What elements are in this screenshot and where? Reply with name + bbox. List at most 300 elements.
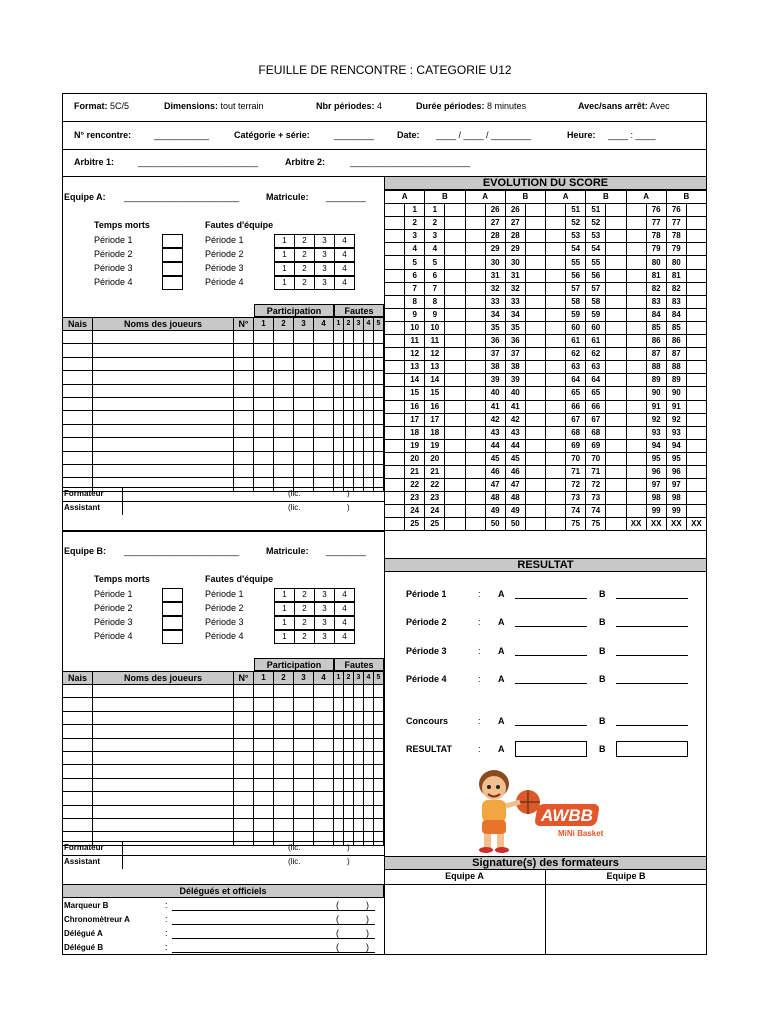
score-cell[interactable]: [626, 426, 646, 439]
score-cell[interactable]: [626, 413, 646, 426]
score-cell[interactable]: 79: [666, 243, 686, 256]
score-cell[interactable]: [606, 282, 626, 295]
team-a-cell[interactable]: [354, 411, 364, 424]
team-a-cell[interactable]: [344, 411, 354, 424]
score-cell[interactable]: 76: [666, 204, 686, 217]
score-cell[interactable]: [626, 361, 646, 374]
score-cell[interactable]: [525, 413, 545, 426]
team-b-assistant-input[interactable]: [122, 856, 282, 868]
team-b-cell[interactable]: [344, 792, 354, 805]
score-cell[interactable]: 68: [566, 426, 586, 439]
team-b-cell[interactable]: [334, 698, 344, 711]
team-b-cell[interactable]: [294, 805, 314, 818]
score-cell[interactable]: [525, 335, 545, 348]
score-cell[interactable]: [385, 217, 405, 230]
team-a-cell[interactable]: [254, 344, 274, 357]
score-cell[interactable]: [546, 204, 566, 217]
score-cell[interactable]: 66: [586, 400, 606, 413]
team-b-cell[interactable]: [344, 685, 354, 698]
score-cell[interactable]: 51: [586, 204, 606, 217]
team-a-cell[interactable]: [364, 384, 374, 397]
score-cell[interactable]: [546, 282, 566, 295]
team-b-cell[interactable]: [274, 818, 294, 831]
team-b-cell[interactable]: [344, 711, 354, 724]
score-cell[interactable]: [606, 204, 626, 217]
score-cell[interactable]: 74: [586, 505, 606, 518]
team-a-cell[interactable]: [334, 411, 344, 424]
score-cell[interactable]: [445, 465, 465, 478]
team-a-cell[interactable]: [354, 397, 364, 410]
score-cell[interactable]: [546, 400, 566, 413]
team-b-cell[interactable]: [234, 792, 254, 805]
score-cell[interactable]: 6: [405, 269, 425, 282]
score-cell[interactable]: 75: [566, 518, 586, 531]
score-cell[interactable]: 91: [666, 400, 686, 413]
score-cell[interactable]: 38: [505, 361, 525, 374]
team-b-cell[interactable]: [314, 751, 334, 764]
score-cell[interactable]: [525, 230, 545, 243]
team-a-cell[interactable]: [364, 424, 374, 437]
score-cell[interactable]: 70: [586, 452, 606, 465]
score-cell[interactable]: 31: [485, 269, 505, 282]
score-cell[interactable]: 61: [566, 335, 586, 348]
score-cell[interactable]: [445, 243, 465, 256]
score-cell[interactable]: 82: [646, 282, 666, 295]
team-b-cell[interactable]: [344, 698, 354, 711]
score-cell[interactable]: [686, 230, 706, 243]
team-a-cell[interactable]: [354, 371, 364, 384]
score-cell[interactable]: [626, 400, 646, 413]
team-a-cell[interactable]: [344, 371, 354, 384]
score-cell[interactable]: [465, 400, 485, 413]
score-cell[interactable]: 41: [485, 400, 505, 413]
score-cell[interactable]: [385, 426, 405, 439]
score-cell[interactable]: [626, 256, 646, 269]
score-cell[interactable]: 25: [425, 518, 445, 531]
team-a-cell[interactable]: [294, 411, 314, 424]
score-cell[interactable]: 22: [425, 479, 445, 492]
team-b-cell[interactable]: [364, 778, 374, 791]
team-a-cell[interactable]: [93, 357, 234, 370]
score-cell[interactable]: 16: [425, 400, 445, 413]
score-cell[interactable]: 7: [405, 282, 425, 295]
score-cell[interactable]: [465, 230, 485, 243]
team-a-cell[interactable]: [354, 478, 364, 491]
score-cell[interactable]: [525, 439, 545, 452]
team-b-cell[interactable]: [334, 725, 344, 738]
score-cell[interactable]: [465, 505, 485, 518]
team-a-cell[interactable]: [294, 371, 314, 384]
score-cell[interactable]: [686, 295, 706, 308]
team-a-faute-equipe-p1-2[interactable]: 2: [294, 234, 315, 248]
score-cell[interactable]: [686, 361, 706, 374]
score-cell[interactable]: [606, 217, 626, 230]
score-cell[interactable]: 39: [505, 374, 525, 387]
score-cell[interactable]: 97: [666, 479, 686, 492]
score-cell[interactable]: 20: [425, 452, 445, 465]
score-cell[interactable]: [546, 243, 566, 256]
score-cell[interactable]: [525, 505, 545, 518]
score-cell[interactable]: 36: [485, 335, 505, 348]
team-a-cell[interactable]: [234, 384, 254, 397]
score-cell[interactable]: 82: [666, 282, 686, 295]
team-a-cell[interactable]: [93, 424, 234, 437]
score-cell[interactable]: [445, 518, 465, 531]
team-a-cell[interactable]: [93, 411, 234, 424]
score-cell[interactable]: [686, 413, 706, 426]
team-b-cell[interactable]: [374, 698, 384, 711]
team-b-cell[interactable]: [334, 778, 344, 791]
team-a-cell[interactable]: [93, 464, 234, 477]
score-cell[interactable]: 57: [566, 282, 586, 295]
score-cell[interactable]: [546, 439, 566, 452]
score-cell[interactable]: [385, 492, 405, 505]
score-cell[interactable]: [606, 256, 626, 269]
team-a-faute-equipe-p1-1[interactable]: 1: [274, 234, 295, 248]
score-cell[interactable]: [606, 374, 626, 387]
score-cell[interactable]: 23: [425, 492, 445, 505]
team-b-cell[interactable]: [93, 725, 234, 738]
score-cell[interactable]: 27: [485, 217, 505, 230]
official-name-input-3[interactable]: [172, 938, 375, 939]
score-cell[interactable]: [606, 426, 626, 439]
score-cell[interactable]: 65: [566, 387, 586, 400]
score-cell[interactable]: [546, 492, 566, 505]
score-cell[interactable]: [445, 479, 465, 492]
team-a-cell[interactable]: [314, 331, 334, 344]
team-b-cell[interactable]: [354, 792, 364, 805]
team-b-cell[interactable]: [294, 792, 314, 805]
score-cell[interactable]: [385, 518, 405, 531]
score-cell[interactable]: [385, 282, 405, 295]
team-b-cell[interactable]: [314, 725, 334, 738]
team-b-cell[interactable]: [344, 805, 354, 818]
team-a-cell[interactable]: [334, 344, 344, 357]
score-cell[interactable]: 21: [425, 465, 445, 478]
team-a-cell[interactable]: [63, 357, 93, 370]
team-a-cell[interactable]: [344, 464, 354, 477]
score-cell[interactable]: 99: [666, 505, 686, 518]
team-a-cell[interactable]: [254, 384, 274, 397]
score-cell[interactable]: 22: [405, 479, 425, 492]
team-a-cell[interactable]: [354, 331, 364, 344]
team-a-cell[interactable]: [344, 438, 354, 451]
team-a-cell[interactable]: [93, 438, 234, 451]
team-b-faute-equipe-p2-1[interactable]: 1: [274, 602, 295, 616]
team-b-faute-equipe-p2-4[interactable]: 4: [334, 602, 355, 616]
score-cell[interactable]: 61: [586, 335, 606, 348]
team-a-cell[interactable]: [374, 331, 384, 344]
score-cell[interactable]: 63: [566, 361, 586, 374]
team-b-cell[interactable]: [364, 765, 374, 778]
team-b-cell[interactable]: [294, 751, 314, 764]
team-b-cell[interactable]: [344, 778, 354, 791]
score-cell[interactable]: [465, 426, 485, 439]
score-cell[interactable]: 31: [505, 269, 525, 282]
score-cell[interactable]: [525, 217, 545, 230]
score-cell[interactable]: [546, 361, 566, 374]
team-a-cell[interactable]: [334, 371, 344, 384]
score-cell[interactable]: 20: [405, 452, 425, 465]
team-a-faute-equipe-p3-1[interactable]: 1: [274, 262, 295, 276]
score-cell[interactable]: 47: [505, 479, 525, 492]
score-cell[interactable]: 76: [646, 204, 666, 217]
score-cell[interactable]: 88: [666, 361, 686, 374]
team-a-temps-mort-box-3[interactable]: [162, 262, 183, 276]
team-b-temps-mort-box-3[interactable]: [162, 616, 183, 630]
score-cell[interactable]: [525, 243, 545, 256]
team-b-cell[interactable]: [93, 685, 234, 698]
team-a-cell[interactable]: [294, 464, 314, 477]
score-cell[interactable]: 60: [586, 321, 606, 334]
score-cell[interactable]: 12: [405, 348, 425, 361]
score-cell[interactable]: 28: [505, 230, 525, 243]
score-cell[interactable]: 81: [646, 269, 666, 282]
score-cell[interactable]: [626, 374, 646, 387]
team-b-cell[interactable]: [374, 725, 384, 738]
team-a-cell[interactable]: [294, 424, 314, 437]
categorie-input[interactable]: ________: [334, 130, 375, 140]
team-b-temps-mort-box-2[interactable]: [162, 602, 183, 616]
team-b-cell[interactable]: [374, 711, 384, 724]
team-b-cell[interactable]: [314, 832, 334, 845]
score-cell[interactable]: 51: [566, 204, 586, 217]
team-b-cell[interactable]: [334, 818, 344, 831]
team-b-name-input[interactable]: _______________________: [124, 546, 240, 556]
team-b-cell[interactable]: [234, 818, 254, 831]
score-cell[interactable]: 41: [505, 400, 525, 413]
team-b-cell[interactable]: [354, 805, 364, 818]
team-b-cell[interactable]: [93, 818, 234, 831]
score-cell[interactable]: [686, 321, 706, 334]
team-b-cell[interactable]: [63, 685, 93, 698]
score-cell[interactable]: 12: [425, 348, 445, 361]
team-b-cell[interactable]: [314, 698, 334, 711]
score-cell[interactable]: 96: [666, 465, 686, 478]
score-cell[interactable]: [546, 230, 566, 243]
team-a-cell[interactable]: [374, 451, 384, 464]
team-b-cell[interactable]: [374, 751, 384, 764]
score-cell[interactable]: [606, 243, 626, 256]
score-cell[interactable]: [385, 361, 405, 374]
team-b-faute-equipe-p1-4[interactable]: 4: [334, 588, 355, 602]
team-b-cell[interactable]: [354, 818, 364, 831]
score-cell[interactable]: 85: [646, 321, 666, 334]
team-b-formateur-input[interactable]: [122, 842, 282, 854]
team-a-cell[interactable]: [314, 371, 334, 384]
score-cell[interactable]: 17: [405, 413, 425, 426]
team-a-cell[interactable]: [254, 371, 274, 384]
team-b-cell[interactable]: [93, 778, 234, 791]
score-cell[interactable]: [465, 282, 485, 295]
score-cell[interactable]: [606, 518, 626, 531]
team-a-cell[interactable]: [314, 478, 334, 491]
team-b-cell[interactable]: [274, 792, 294, 805]
score-cell[interactable]: [445, 452, 465, 465]
score-cell[interactable]: [385, 230, 405, 243]
score-cell[interactable]: [385, 335, 405, 348]
score-cell[interactable]: [606, 413, 626, 426]
team-b-faute-equipe-p4-2[interactable]: 2: [294, 630, 315, 644]
team-b-cell[interactable]: [374, 685, 384, 698]
team-a-cell[interactable]: [364, 451, 374, 464]
team-a-cell[interactable]: [374, 464, 384, 477]
score-cell[interactable]: 93: [666, 426, 686, 439]
score-cell[interactable]: [525, 204, 545, 217]
score-cell[interactable]: [525, 295, 545, 308]
score-cell[interactable]: [525, 452, 545, 465]
team-a-cell[interactable]: [374, 357, 384, 370]
team-a-cell[interactable]: [274, 344, 294, 357]
score-cell[interactable]: 94: [666, 439, 686, 452]
score-cell[interactable]: 78: [666, 230, 686, 243]
score-cell[interactable]: [686, 439, 706, 452]
team-a-cell[interactable]: [234, 344, 254, 357]
score-cell[interactable]: 62: [586, 348, 606, 361]
team-a-cell[interactable]: [254, 397, 274, 410]
team-a-cell[interactable]: [294, 397, 314, 410]
score-cell[interactable]: [465, 321, 485, 334]
score-cell[interactable]: [385, 321, 405, 334]
score-cell[interactable]: [626, 479, 646, 492]
score-cell[interactable]: 74: [566, 505, 586, 518]
team-a-cell[interactable]: [274, 397, 294, 410]
resultat-b-input[interactable]: [616, 683, 688, 684]
score-cell[interactable]: [626, 492, 646, 505]
team-a-cell[interactable]: [314, 397, 334, 410]
score-cell[interactable]: [626, 465, 646, 478]
team-b-cell[interactable]: [374, 778, 384, 791]
heure-input[interactable]: ____ : ____: [608, 130, 656, 140]
score-cell[interactable]: 67: [566, 413, 586, 426]
score-cell[interactable]: [525, 400, 545, 413]
team-b-faute-equipe-p4-1[interactable]: 1: [274, 630, 295, 644]
score-cell[interactable]: 25: [405, 518, 425, 531]
score-cell[interactable]: [606, 269, 626, 282]
score-cell[interactable]: 10: [425, 321, 445, 334]
score-cell[interactable]: 65: [586, 387, 606, 400]
score-cell[interactable]: [525, 269, 545, 282]
score-cell[interactable]: 87: [666, 348, 686, 361]
team-a-cell[interactable]: [344, 331, 354, 344]
score-cell[interactable]: 19: [425, 439, 445, 452]
score-cell[interactable]: [606, 230, 626, 243]
score-cell[interactable]: 37: [505, 348, 525, 361]
score-cell[interactable]: 84: [666, 308, 686, 321]
team-a-formateur-input[interactable]: [122, 488, 282, 500]
team-a-cell[interactable]: [294, 451, 314, 464]
score-cell[interactable]: [445, 269, 465, 282]
team-b-faute-equipe-p3-2[interactable]: 2: [294, 616, 315, 630]
score-cell[interactable]: [385, 269, 405, 282]
team-a-faute-equipe-p2-1[interactable]: 1: [274, 248, 295, 262]
score-cell[interactable]: 8: [425, 295, 445, 308]
arbitre1-input[interactable]: ________________________: [138, 157, 259, 167]
resultat-a-input[interactable]: [515, 626, 587, 627]
team-b-cell[interactable]: [334, 685, 344, 698]
score-cell[interactable]: [626, 230, 646, 243]
team-b-cell[interactable]: [344, 751, 354, 764]
score-cell[interactable]: [445, 348, 465, 361]
score-cell[interactable]: 50: [485, 518, 505, 531]
score-cell[interactable]: [606, 295, 626, 308]
score-cell[interactable]: [525, 387, 545, 400]
score-cell[interactable]: [465, 479, 485, 492]
score-cell[interactable]: [626, 335, 646, 348]
score-cell[interactable]: 98: [646, 492, 666, 505]
score-cell[interactable]: 4: [425, 243, 445, 256]
score-cell[interactable]: [385, 452, 405, 465]
score-cell[interactable]: [385, 439, 405, 452]
team-a-cell[interactable]: [374, 411, 384, 424]
team-b-cell[interactable]: [344, 818, 354, 831]
score-cell[interactable]: 88: [646, 361, 666, 374]
team-a-cell[interactable]: [63, 424, 93, 437]
score-cell[interactable]: [626, 505, 646, 518]
team-a-faute-equipe-p2-3[interactable]: 3: [314, 248, 335, 262]
team-a-cell[interactable]: [63, 451, 93, 464]
score-cell[interactable]: [445, 282, 465, 295]
team-b-cell[interactable]: [314, 805, 334, 818]
score-cell[interactable]: 78: [646, 230, 666, 243]
score-cell[interactable]: 37: [485, 348, 505, 361]
team-a-faute-equipe-p4-1[interactable]: 1: [274, 276, 295, 290]
team-a-faute-equipe-p3-3[interactable]: 3: [314, 262, 335, 276]
team-b-cell[interactable]: [374, 818, 384, 831]
score-cell[interactable]: 67: [586, 413, 606, 426]
team-a-faute-equipe-p3-4[interactable]: 4: [334, 262, 355, 276]
score-cell[interactable]: [546, 374, 566, 387]
score-cell[interactable]: 89: [666, 374, 686, 387]
score-cell[interactable]: [686, 308, 706, 321]
score-cell[interactable]: [626, 282, 646, 295]
team-b-cell[interactable]: [93, 698, 234, 711]
score-cell[interactable]: [546, 465, 566, 478]
score-cell[interactable]: [525, 426, 545, 439]
resultat-a-input[interactable]: [515, 598, 587, 599]
score-cell[interactable]: 14: [405, 374, 425, 387]
team-b-cell[interactable]: [334, 792, 344, 805]
score-cell[interactable]: 48: [505, 492, 525, 505]
team-a-cell[interactable]: [274, 411, 294, 424]
score-cell[interactable]: 33: [485, 295, 505, 308]
team-b-cell[interactable]: [234, 805, 254, 818]
team-b-cell[interactable]: [364, 818, 374, 831]
score-cell[interactable]: 79: [646, 243, 666, 256]
team-a-cell[interactable]: [93, 331, 234, 344]
team-b-cell[interactable]: [354, 778, 364, 791]
score-cell[interactable]: 47: [485, 479, 505, 492]
score-cell[interactable]: [465, 492, 485, 505]
score-cell[interactable]: [445, 361, 465, 374]
score-cell[interactable]: [445, 400, 465, 413]
team-b-cell[interactable]: [234, 685, 254, 698]
team-a-cell[interactable]: [254, 331, 274, 344]
team-b-faute-equipe-p3-3[interactable]: 3: [314, 616, 335, 630]
score-cell[interactable]: XX: [686, 518, 706, 531]
score-cell[interactable]: 40: [505, 387, 525, 400]
team-b-cell[interactable]: [274, 805, 294, 818]
score-cell[interactable]: [546, 479, 566, 492]
team-b-cell[interactable]: [344, 765, 354, 778]
score-cell[interactable]: [606, 348, 626, 361]
score-cell[interactable]: 30: [485, 256, 505, 269]
score-cell[interactable]: 34: [505, 308, 525, 321]
score-cell[interactable]: 45: [505, 452, 525, 465]
score-cell[interactable]: 85: [666, 321, 686, 334]
score-cell[interactable]: [686, 400, 706, 413]
score-cell[interactable]: 52: [566, 217, 586, 230]
